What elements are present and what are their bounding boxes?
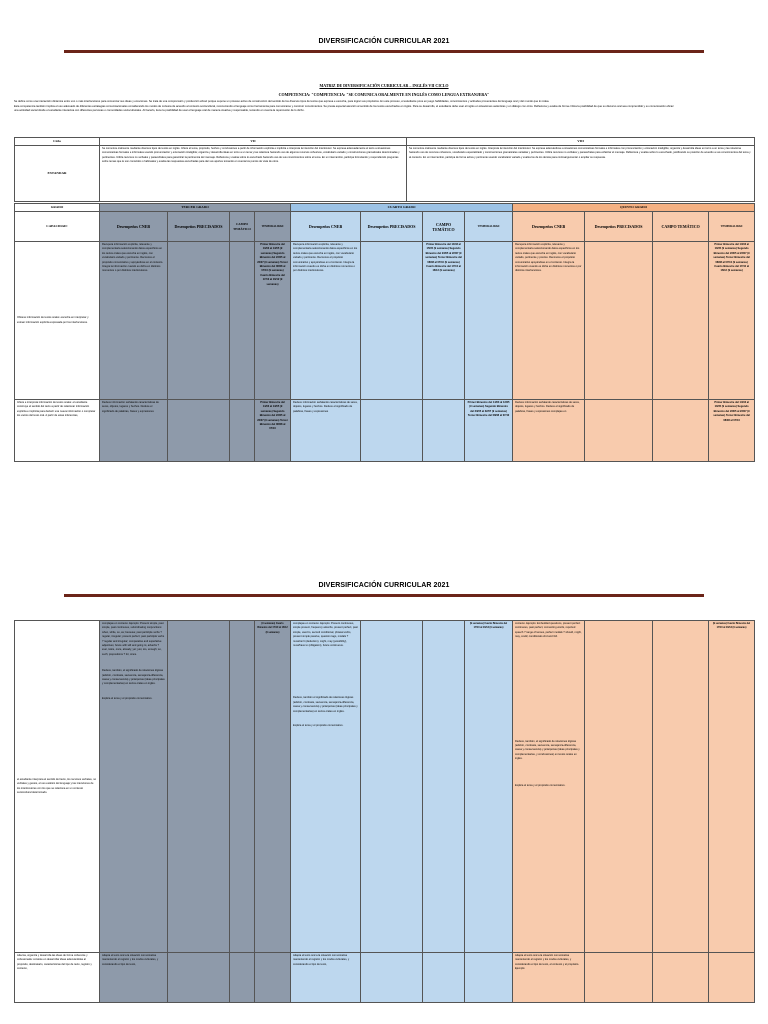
t4-campo-tematico-header: CAMPO TEMÁTICO (423, 212, 465, 242)
estandar-label: ESTANDAR (15, 146, 100, 202)
intro-paragraph-2: Esta competencia también implica el uso adecuado de diferentes estrategias comunicacionales considerando los modos de cortesía de acuerdo al contexto sociocultural, reconociendo el lenguaje como herramienta para comunicarse y construir conocimientos. Se presta especial atención al sentido de los textos escuchados en inglés. Para su desarrollo, el estudiante debe usar el inglés en situaciones auténticas y en diálogo con otros. Reflexiona y evalúa de forma crítica la posibilidad de que su discurso oral sea comprendido y su comunicación eficaz. (14, 104, 675, 108)
competence-description (14, 100, 754, 114)
t3-cap1-temporalidad: Primer Bimestre del 13/03 al 13/05 (9 semanas) Segundo Bimestre del 23/05 al 22/07 (9 semanas) Tercer Bimestre del 08/08 al 07/10 (9 semanas) Cuarto Bimestre del 17/10 al 16/12 (9 semanas) (255, 242, 291, 400)
t3-temporalidad-header: TEMPORALIDAD (255, 212, 291, 242)
t4-p2-campo (423, 621, 465, 953)
t4-cap3-campo (423, 953, 465, 1003)
t3-cap2-precisados (168, 400, 230, 462)
t5-p2-cneb-relations: Deduce, también, el significado de relaciones lógicas (adición, contraste, secuencia, semejanza-diferencia, causa y consecuencia) y jerárquicas (ideas principales y complementarias, y conclusiones) en textos orales en inglés. (515, 739, 580, 761)
t3-desempenos-precisados-header: Desempeños PRECISADOS (168, 212, 230, 242)
t3-cap1-cneb: Recupera información explícita, relevante y complementaria seleccionando datos específicos en los textos orales que escucha en inglés, con vocabulario variado y pertinente. Reconoce el propósito comunicativo y apoyándose en el contexto. Integra la información cuando es dicha en distintos momentos o por distintos interlocutores. (100, 242, 168, 400)
t3-cap2-cneb: Deduce información señalando características de seres, objetos, lugares y hechos. Deduce el significado de palabras, frases y expresiones (100, 400, 168, 462)
capacity-adecua-organiza: Adecúa, organiza y desarrolla las ideas de forma coherente y cohesionada: consiste en desarrollar ideas adecuándolas al propósito, destinatario, características del tipo de texto, registro y contexto, (15, 953, 100, 1003)
grado-label: GRADO (15, 204, 100, 212)
t3-p2-campo (230, 621, 255, 953)
t5-cap3-campo (653, 953, 709, 1003)
t5-cap1-campo (653, 242, 709, 400)
page-header-title: DIVERSIFICACIÓN CURRICULAR 2021 (318, 38, 450, 45)
t4-p2-cneb-examples: complejas en contexto. Ejemplo: Present continuous, simple present, frequency adverbs, present perfect, past simple, used to, second conditional, phrasal verbs, present simple passive, question tags, modals ? must/can't (deduction), might, may (possibility), must/have to (obligation), future continuous. (293, 622, 358, 648)
page-2 (0, 565, 768, 1024)
t4-cap3-cneb: Adapta el texto oral a la situación comunicativa manteniendo el registro y los modos culturales, y considerando el tipo de texto, (291, 953, 361, 1003)
t3-cap3-temporalidad (255, 953, 291, 1003)
t4-cap3-temporalidad (465, 953, 513, 1003)
intro-paragraph-3: una actividad social donde el estudiante interactúa con diferentes personas o comunidades socioculturales. Al hacerlo, tiene la posibilidad de usar el lenguaje oral de manera creativa y responsable, teniendo en cuenta la repercusión de lo dicho. (14, 109, 305, 113)
t4-cap2-campo (423, 400, 465, 462)
capacidad-label: CAPACIDAD: (15, 212, 100, 242)
page-1 (0, 0, 768, 500)
t5-cap2-temporalidad: Primer Bimestre del 14/03 al 13/05 (9 semanas) Segundo Bimestre del 23/05 al 22/07 (9 semanas) Tercer Bimestre del 08/08 al 07/10 (709, 400, 755, 462)
t5-desempenos-cneb-header: Desempeños CNEB (513, 212, 585, 242)
t3-cap1-campo (230, 242, 255, 400)
t5-cap3-cneb: Adapta el texto oral a la situación comunicativa manteniendo el registro y los modos culturales, y considerando el tipo de texto, el contexto y el propósito. Ejemplo: (513, 953, 585, 1003)
t4-p2-cneb (291, 621, 361, 953)
t3-p2-cneb-relations: Deduce, también, el significado de relaciones lógicas (adición, contraste, secuencia, semejanza-diferencia, causa y consecuencia) y jerárquicas (ideas principales y complementarias) en textos orales en inglés. (102, 669, 165, 686)
ciclo-label: Ciclo (15, 138, 100, 146)
t4-p2-precisados (361, 621, 423, 953)
t3-cap3-cneb: Adapta el texto oral a la situación comunicativa manteniendo el registro y los modos culturales, y considerando el tipo de texto, (100, 953, 168, 1003)
t3-cap2-temporalidad: Primer Bimestre del 14/03 al 13/05 (9 semanas) Segundo Bimestre del 23/05 al 22/07 (9 semanas) Tercer Bimestre del 08/08 al 07/10 (255, 400, 291, 462)
matrix-title: MATRIZ DE DIVERSIFICACIÓN CURRICULAR – INGLÉS VII CICLO (319, 83, 449, 88)
quinto-grado-header: QUINTO GRADO (513, 204, 755, 212)
grades-table-page-2 (14, 620, 755, 1003)
capacity-obtiene-informacion: Obtiene información de textos orales: escucha en interpretar y extraer información explícita expresada por los interlocutores. (15, 242, 100, 400)
t3-cap1-precisados (168, 242, 230, 400)
t3-p2-cneb-examples: complejas en contexto. Ejemplo: Present simple, past simple, past continuous, subordinating conjunctions: when, while, so, as; because; past participle verbs ? regular, irregular; present perfect; past participle verbs ? regular and irregular; comparative and superlative adjectives; future with will and going to; adverbs ? ever, twice, once, already, yet; just, too, enough; so, such; prepositions ? for, since. (102, 622, 165, 656)
t3-p2-temporalidad: (9 semanas) Cuarto Bimestre del 17/10 al 16/12 (9 semanas) (255, 621, 291, 953)
standard-table (14, 137, 755, 202)
t5-desempenos-precisados-header: Desempeños PRECISADOS (585, 212, 653, 242)
tercer-grado-header: TERCER GRADO (100, 204, 291, 212)
estandar-vii-text: Se comunica oralmente mediante diversos tipos de textos en inglés. Infiere el tema, propósito, hechos y conclusiones a partir de información explícita e implícita e interpreta la intención del interlocutor. Se expresa adecuadamente el texto a situaciones comunicativas formales e informales usando pronunciación y entonación inteligible; organiza y desarrolla ideas en torno a un tema y las relaciona haciendo uso de algunos recursos cohesivos, vocabulario variado y construcciones gramaticales determinadas y pertinentes. Utiliza recursos no verbales y paraverbales para garantizar la pertinencia del mensaje. Reflexiona y evalúa sobre lo escuchado haciendo uso de sus conocimientos sobre el tema. En un intercambio, participa formulando y respondiendo preguntas sobre temas que le son conocidos o habituales y evalúa las respuestas escuchadas para dar sus aportes tomando en cuenta los puntos de vista de otros. (100, 146, 407, 202)
t4-desempenos-precisados-header: Desempeños PRECISADOS (361, 212, 423, 242)
t3-cap3-precisados (168, 953, 230, 1003)
t4-cap1-temporalidad (465, 242, 513, 400)
t5-p2-cneb-purpose: Explica el tema y el propósito comunicativo. (515, 783, 566, 787)
t5-cap3-precisados (585, 953, 653, 1003)
t3-cap2-campo (230, 400, 255, 462)
t5-p2-temporalidad: (9 semanas) Cuarto Bimestre del 17/10 al 16/12 (9 semanas) (709, 621, 755, 953)
t4-temporalidad-header: TEMPORALIDAD (465, 212, 513, 242)
t5-cap2-precisados (585, 400, 653, 462)
t4-cap2-precisados (361, 400, 423, 462)
t4-p2-cneb-purpose: Explica el tema y el propósito comunicativo. (293, 724, 344, 728)
t3-desempenos-cneb-header: Desempeños CNEB (100, 212, 168, 242)
capacity-infiere-continued: el estudiante interpreta el sentido del texto, los recursos verbales, no verbales y gestos, el uso estético del lenguaje y las intenciones de los interlocutores con los que se relaciona en un contexto sociocultural determinado. (15, 621, 100, 953)
t5-cap3-temporalidad (709, 953, 755, 1003)
intro-paragraph-1: Se define como una interacción dinámica entre uno o más interlocutores para comunicar sus ideas y emociones. Se trata de una comprensión y producción eficaz porque supone un proceso activo de construcción del sentido de los diversos tipos de textos que expresa e escucha, para lograr sus propósitos. En este proceso, el estudiante pone en juego habilidades, conocimientos y actitudes provenientes del lenguaje oral y del mundo que lo rodea. (14, 100, 550, 103)
t3-campo-tematico-header: CAMPO TEMÁTICO (230, 212, 255, 242)
t5-cap1-precisados (585, 242, 653, 400)
page-2-header-title: DIVERSIFICACIÓN CURRICULAR 2021 (318, 582, 450, 589)
t4-cap2-temporalidad: Primer Bimestre del 14/03 al 13/05 (9 semanas) Segundo Bimestre del 23/05 al 22/07 (9 semanas) Tercer Bimestre del 08/08 al 07/10 (465, 400, 513, 462)
t4-cap2-cneb: Deduce información señalando características de seres, objetos, lugares y hechos. Deduce el significado de palabras, frases y expresiones (291, 400, 361, 462)
header-rule (64, 50, 704, 53)
t5-p2-cneb (513, 621, 585, 953)
t5-campo-tematico-header: CAMPO TEMÁTICO (653, 212, 709, 242)
t3-cap3-campo (230, 953, 255, 1003)
t4-cap3-precisados (361, 953, 423, 1003)
t4-cap1-cneb: Recupera información explícita, relevante y complementaria seleccionando datos específicos en los textos orales que escucha en inglés, con vocabulario variado y pertinente. Reconoce el propósito comunicativo y apoyándose en el contexto. Integra la información cuando es dicha en distintos momentos o por distintos interlocutores. (291, 242, 361, 400)
t3-p2-cneb (100, 621, 168, 953)
t4-cap1-campo: Primer Bimestre del 14/03 al 15/05 (9 semanas) Segundo Bimestre del 23/05 al 22/07 (9 semanas) Tercer Bimestre del 08/08 al 07/10 (9 semanas) Cuarto Bimestre del 17/10 al 16/12 (9 semanas) (423, 242, 465, 400)
t4-p2-temporalidad: (9 semanas) Cuarto Bimestre del 17/10 al 16/12 (9 semanas) (465, 621, 513, 953)
ciclo-viii: VIII (407, 138, 755, 146)
ciclo-vii: VII (100, 138, 407, 146)
competence-title: COMPETENCIA: "COMPETENCIA: "SE COMUNICA ORALMENTE EN INGLÉS COMO LENGUA EXTRANJERA" (278, 92, 490, 97)
t3-p2-cneb-purpose: Explica el tema y el propósito comunicativo. (102, 696, 153, 700)
t3-p2-precisados (168, 621, 230, 953)
t4-desempenos-cneb-header: Desempeños CNEB (291, 212, 361, 242)
t4-p2-cneb-relations: Deduce, también el significado de relaciones lógicas (adición, contraste, secuencia, semejanza-diferencia, causa y consecuencia) y jerárquicas (ideas principales y complementarias) en textos orales en inglés. (293, 696, 358, 713)
t5-cap2-cneb: Deduce información señalando características de seres, objetos, lugares y hechos. Deduce el significado de palabras, frases y expresiones complejas en (513, 400, 585, 462)
page-2-header-rule (64, 594, 704, 597)
t5-p2-campo (653, 621, 709, 953)
t5-p2-cneb-examples: contexto. Ejemplo: Embedded questions, present perfect continuous, past perfect, connecting words, reported speech ? range of tenses, perfect modals ? should, might, may, could; conditionals 2nd and 3rd. (515, 622, 582, 639)
t5-cap1-temporalidad: Primer Bimestre del 14/03 al 13/05 (9 semanas) Segundo Bimestre del 23/05 al 22/07 (9 semanas) Tercer Bimestre del 08/08 al 07/10 (9 semanas) Cuarto Bimestre del 17/10 al 16/12 (9 semanas) (709, 242, 755, 400)
cuarto-grado-header: CUARTO GRADO (291, 204, 513, 212)
t5-temporalidad-header: TEMPORALIDAD (709, 212, 755, 242)
capacity-infiere-interpreta: Infiere e interpreta información de textos orales: el estudiante construye el sentido del texto a partir de relacionar información explícita e implícita para deducir una nueva información o completar los vacíos del texto oral. A partir de estas inferencias, (15, 400, 100, 462)
grades-table-page-1 (14, 203, 755, 462)
t5-cap2-campo (653, 400, 709, 462)
t4-cap1-precisados (361, 242, 423, 400)
t5-p2-precisados (585, 621, 653, 953)
estandar-viii-text: Se comunica oralmente mediante diversos tipos de textos en inglés. Interpreta la intención del interlocutor. Se expresa adecuándose a situaciones comunicativas formales e informales con pronunciación y entonación inteligible; organiza y desarrolla ideas en torno a un tema y las relaciona haciendo uso de recursos cohesivos, vocabulario especializado y construcciones gramaticales variadas y pertinentes. Utiliza recursos no verbales y paraverbales para enfatizar el mensaje. Reflexiona y evalúa sobre lo escuchado, justificando su posición de acuerdo a sus conocimientos del tema y al contexto. En un intercambio, participa de forma activa y pertinente usando vocabulario variado y evalúa los de los demás para contraargumentar o ampliar su respuesta. (407, 146, 755, 202)
t5-cap1-cneb: Recupera información explícita, relevante y complementaria seleccionando datos específicos en los textos orales que escucha en inglés, con vocabulario variado, pertinente y preciso. Reconoce el propósito comunicativo apoyándose en el contexto. Integra la información cuando es dicha en distintos momentos o por distintos interlocutores. (513, 242, 585, 400)
